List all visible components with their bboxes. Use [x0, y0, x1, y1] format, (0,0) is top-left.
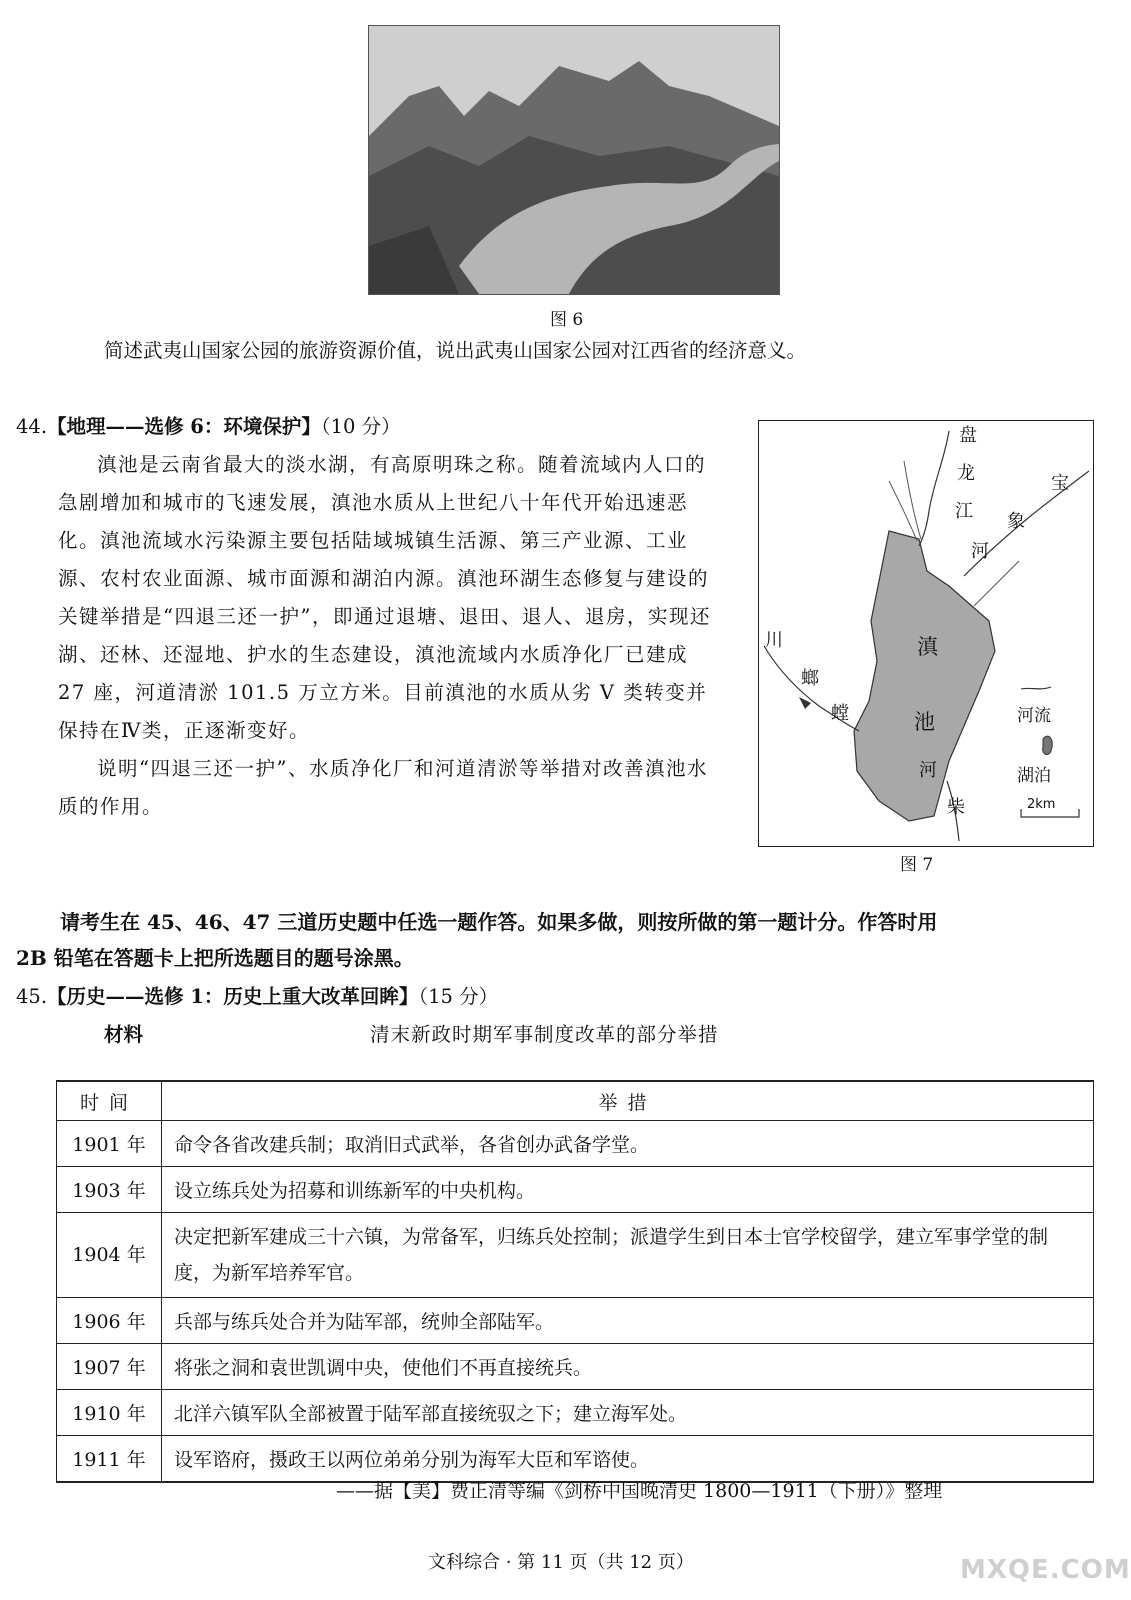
table-title: 清末新政时期军事制度改革的部分举措	[370, 1023, 719, 1046]
reform-table	[56, 1080, 1094, 1483]
scale-label: 2km	[1027, 797, 1056, 812]
table-header-row	[57, 1081, 1094, 1121]
material-label: 材料	[104, 1023, 144, 1046]
header-time: 时间	[57, 1081, 162, 1121]
table-row	[57, 1298, 1094, 1344]
map-label-chai: 柴	[947, 797, 965, 818]
legend-lake-label: 湖泊	[1017, 766, 1051, 786]
row-measure: 决定把新军建成三十六镇，为常备军，归练兵处控制；派遣学生到日本士官学校留学，建立军事学堂的制度，为新军培养军官。	[162, 1213, 1094, 1298]
map-label-chuan: 川	[765, 630, 783, 651]
q44-passage	[58, 446, 720, 826]
map-label-bao: 宝	[1051, 473, 1069, 494]
map-label-tang: 螳	[831, 703, 849, 724]
table-source: ——据【美】费正清等编《剑桥中国晚清史 1800—1911（下册）》整理	[336, 1480, 943, 1502]
figure7-caption: 图 7	[900, 855, 934, 875]
map-label-xiang: 象	[1007, 511, 1025, 532]
history-notice	[16, 904, 1096, 976]
table-row	[57, 1167, 1094, 1213]
map-label-long: 龙	[957, 463, 975, 484]
q44-body: 滇池是云南省最大的淡水湖，有高原明珠之称。随着流域内人口的急剧增加和城市的飞速发展，滇池水质从上世纪八十年代开始迅速恶化。滇池流域水污染源主要包括陆域城镇生活源、第三产业源、工业源、农村农业面源、城市面源和湖泊内源。滇池环湖生态修复与建设的关键举措是“四退三还一护”，即通过退塘、退田、退人、退房，实现还湖、还林、还湿地、护水的生态建设，滇池流域内水质净化厂已建成 27 座，河道清淤 101.5 万立方米。目前滇池的水质从劣 V 类转变并保持在Ⅳ类，正逐渐变好。	[58, 453, 711, 742]
map-labels	[759, 421, 1093, 846]
row-year: 1910 年	[57, 1390, 162, 1436]
map-label-he2: 河	[919, 760, 937, 781]
map-label-pan: 盘	[959, 425, 977, 446]
q44-title: 【地理——选修 6：环境保护】	[47, 415, 321, 438]
row-year: 1911 年	[57, 1436, 162, 1483]
table-row	[57, 1213, 1094, 1298]
row-measure: 兵部与练兵处合并为陆军部，统帅全部陆军。	[162, 1298, 1094, 1344]
row-year: 1903 年	[57, 1167, 162, 1213]
row-year: 1901 年	[57, 1121, 162, 1167]
page-footer: 文科综合 · 第 11 页（共 12 页）	[428, 1552, 694, 1573]
table-row	[57, 1121, 1094, 1167]
q44-question: 说明“四退三还一护”、水质净化厂和河道清淤等举措对改善滇池水质的作用。	[58, 757, 708, 818]
row-measure: 北洋六镇军队全部被置于陆军部直接统驭之下；建立海军处。	[162, 1390, 1094, 1436]
history-notice-line2: 2B 铅笔在答题卡上把所选题目的题号涂黑。	[16, 946, 414, 970]
row-year: 1906 年	[57, 1298, 162, 1344]
table-row	[57, 1390, 1094, 1436]
q45-header	[16, 978, 498, 1016]
map-label-lang: 螂	[801, 668, 819, 689]
history-notice-line1: 请考生在 45、46、47 三道历史题中任选一题作答。如果多做，则按所做的第一题计分。作答时用	[60, 910, 938, 934]
row-measure: 设军谘府，摄政王以两位弟弟分别为海军大臣和军谘使。	[162, 1436, 1094, 1483]
map-label-chi: 池	[914, 710, 935, 734]
row-year: 1907 年	[57, 1344, 162, 1390]
figure6-question: 简述武夷山国家公园的旅游资源价值，说出武夷山国家公园对江西省的经济意义。	[104, 339, 807, 362]
figure6-caption: 图 6	[550, 310, 584, 330]
map-label-jiang: 江	[955, 501, 973, 522]
header-measure: 举措	[162, 1081, 1094, 1121]
legend-river-label: 河流	[1017, 706, 1051, 726]
dianchi-map	[758, 420, 1094, 847]
q44-score: （10 分）	[320, 415, 401, 438]
wuyishan-photo	[368, 25, 780, 295]
map-label-he: 河	[971, 541, 989, 562]
q45-title: 【历史——选修 1：历史上重大改革回眸】	[47, 985, 419, 1008]
row-measure: 命令各省改建兵制；取消旧式武举，各省创办武备学堂。	[162, 1121, 1094, 1167]
q45-score: （15 分）	[418, 985, 499, 1008]
table-row	[57, 1344, 1094, 1390]
river-landscape-image	[369, 26, 779, 294]
row-measure: 将张之洞和袁世凯调中央，使他们不再直接统兵。	[162, 1344, 1094, 1390]
q45-number: 45.	[16, 985, 48, 1008]
watermark-logo: MXQE.COM	[960, 1555, 1131, 1585]
q44-header	[16, 408, 401, 446]
map-label-dian: 滇	[917, 635, 938, 659]
row-year: 1904 年	[57, 1213, 162, 1298]
q44-number: 44.	[16, 415, 48, 438]
row-measure: 设立练兵处为招募和训练新军的中央机构。	[162, 1167, 1094, 1213]
